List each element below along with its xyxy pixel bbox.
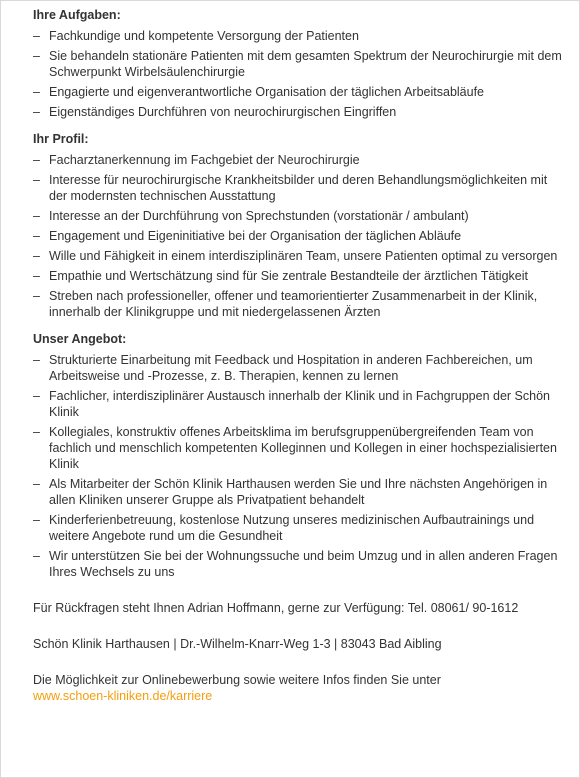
list-item — [33, 152, 563, 168]
dash-bullet-icon: – — [33, 173, 40, 187]
dash-bullet-icon: – — [33, 105, 40, 119]
dash-bullet-icon: – — [33, 289, 40, 303]
section-profile — [33, 130, 563, 320]
contact-text: Für Rückfragen steht Ihnen Adrian Hoffmann, gerne zur Verfügung: Tel. 08061/ 90-1612 — [33, 601, 519, 615]
list-item — [33, 352, 563, 384]
list-item-text: Facharztanerkennung im Fachgebiet der Neurochirurgie — [49, 153, 360, 167]
list-item-text: Kinderferienbetreuung, kostenlose Nutzung unseres medizinischen Aufbautrainings und weitere Angebote rund um die Gesundheit — [49, 513, 535, 543]
careers-link[interactable]: www.schoen-kliniken.de/karriere — [33, 689, 213, 703]
list-item — [33, 48, 563, 80]
apply-link-line — [33, 688, 563, 704]
list-item — [33, 84, 563, 100]
list-item-text: Fachlicher, interdisziplinärer Austausch innerhalb der Klinik und in Fachgruppen der Schön Klinik — [49, 389, 550, 419]
dash-bullet-icon: – — [33, 389, 40, 403]
list-item — [33, 424, 563, 472]
dash-bullet-icon: – — [33, 477, 40, 491]
apply-text: Die Möglichkeit zur Onlinebewerbung sowie weitere Infos finden Sie unter — [33, 673, 441, 687]
list-item — [33, 228, 563, 244]
list-item — [33, 172, 563, 204]
address-text: Schön Klinik Harthausen | Dr.-Wilhelm-Knarr-Weg 1-3 | 83043 Bad Aibling — [33, 637, 442, 651]
section-heading: Ihr Profil: — [33, 132, 89, 146]
list-item-text: Interesse für neurochirurgische Krankheitsbilder und deren Behandlungsmöglichkeiten mit der modernsten technischen Ausstattung — [49, 173, 548, 203]
list-item-text: Engagierte und eigenverantwortliche Organisation der täglichen Arbeitsabläufe — [49, 85, 485, 99]
dash-bullet-icon: – — [33, 353, 40, 367]
task-list — [33, 28, 563, 120]
list-item-text: Interesse an der Durchführung von Sprechstunden (vorstationär / ambulant) — [49, 209, 469, 223]
list-item — [33, 104, 563, 120]
dash-bullet-icon: – — [33, 249, 40, 263]
dash-bullet-icon: – — [33, 269, 40, 283]
list-item — [33, 28, 563, 44]
profile-list — [33, 152, 563, 320]
section-offer — [33, 330, 563, 580]
dash-bullet-icon: – — [33, 209, 40, 223]
list-item-text: Wir unterstützen Sie bei der Wohnungssuche und beim Umzug und in allen anderen Fragen Ihres Wechsels zu uns — [49, 549, 558, 579]
dash-bullet-icon: – — [33, 229, 40, 243]
list-item — [33, 548, 563, 580]
list-item-text: Wille und Fähigkeit in einem interdisziplinären Team, unsere Patienten optimal zu versorgen — [49, 249, 558, 263]
dash-bullet-icon: – — [33, 49, 40, 63]
dash-bullet-icon: – — [33, 153, 40, 167]
list-item — [33, 512, 563, 544]
section-tasks — [33, 6, 563, 120]
dash-bullet-icon: – — [33, 85, 40, 99]
list-item — [33, 268, 563, 284]
list-item-text: Eigenständiges Durchführen von neurochirurgischen Eingriffen — [49, 105, 397, 119]
list-item — [33, 388, 563, 420]
offer-list — [33, 352, 563, 580]
list-item-text: Als Mitarbeiter der Schön Klinik Harthausen werden Sie und Ihre nächsten Angehörigen in allen Kliniken unserer Gruppe als Privatpatient behandelt — [49, 477, 548, 507]
job-description — [33, 6, 563, 704]
dash-bullet-icon: – — [33, 549, 40, 563]
list-item-text: Engagement und Eigeninitiative bei der Organisation der täglichen Abläufe — [49, 229, 462, 243]
list-item — [33, 476, 563, 508]
list-item — [33, 208, 563, 224]
dash-bullet-icon: – — [33, 425, 40, 439]
section-heading: Unser Angebot: — [33, 332, 127, 346]
list-item — [33, 288, 563, 320]
list-item-text: Kollegiales, konstruktiv offenes Arbeitsklima im berufsgruppenübergreifenden Team von fachlich und menschlich kompetenten Kolleginnen und Kollegen in einer hochspezialisierten Klinik — [49, 425, 557, 471]
list-item — [33, 248, 563, 264]
list-item-text: Strukturierte Einarbeitung mit Feedback und Hospitation in anderen Fachbereichen, um Arbeitsweise und -Prozesse, z. B. Therapien, kennen zu lernen — [49, 353, 533, 383]
dash-bullet-icon: – — [33, 513, 40, 527]
list-item-text: Streben nach professioneller, offener und teamorientierter Zusammenarbeit in der Klinik, innerhalb der Klinikgruppe und mit niedergelassenen Ärzten — [49, 289, 538, 319]
dash-bullet-icon: – — [33, 29, 40, 43]
list-item-text: Fachkundige und kompetente Versorgung der Patienten — [49, 29, 359, 43]
section-heading: Ihre Aufgaben: — [33, 8, 121, 22]
list-item-text: Sie behandeln stationäre Patienten mit dem gesamten Spektrum der Neurochirurgie mit dem Schwerpunkt Wirbelsäulenchirurgie — [49, 49, 562, 79]
list-item-text: Empathie und Wertschätzung sind für Sie zentrale Bestandteile der ärztlichen Tätigkeit — [49, 269, 528, 283]
